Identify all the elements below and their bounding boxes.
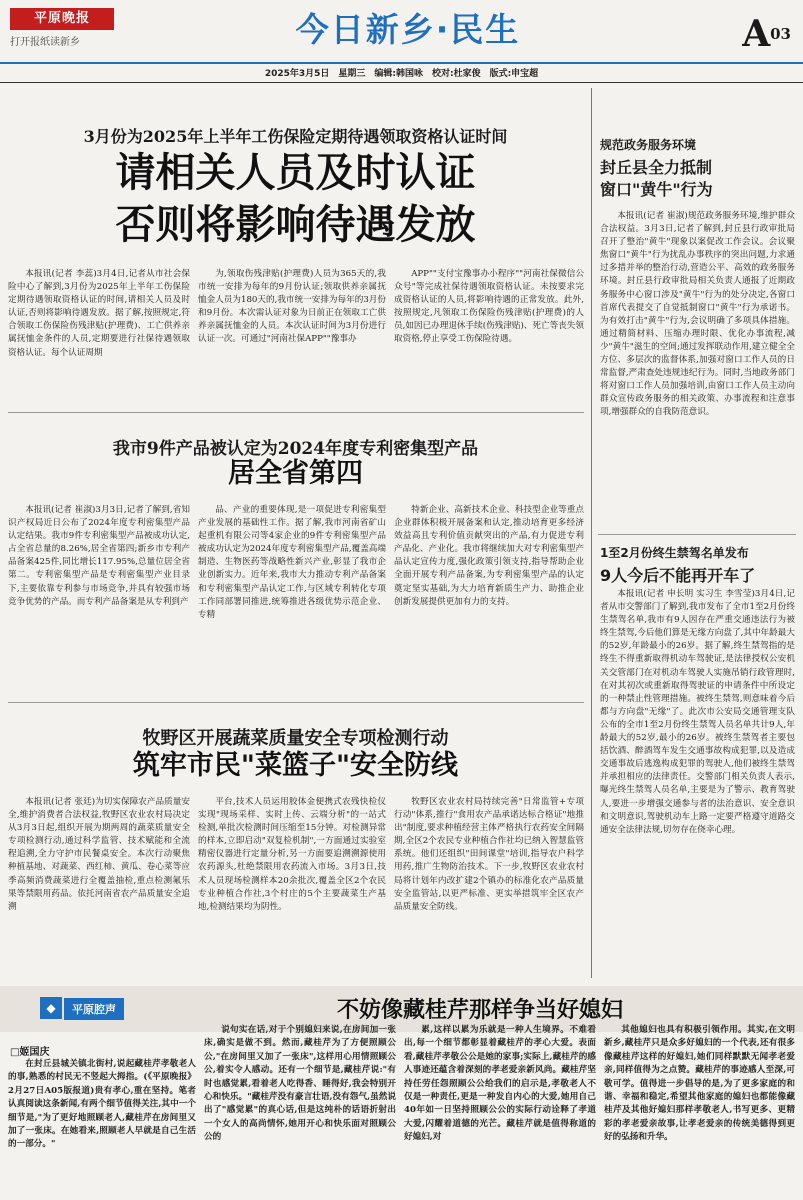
story2-col2: 品、产业的重要体现,是一项促进专利密集型产业发展的基础性工作。据了解,我市河南省矿山起重机有限公司等4家企业的9件专利密集型产品被成功认定为2024年度专利密集型产品,覆盖高端制造、生物医药等战略性新兴产业,彰显了我市企业创新实力。近年来,我市大力推动专利产品备案和专利密集型产品认定工作,与区域专利转化专项工作同部署同推进,统筹推进各级优势示范企业、专精 — [198, 505, 386, 620]
side1-body: 本报讯(记者 崔淑)规范政务服务环境,维护群众合法权益。3月3日,记者了解到,封丘县行政审批局召开了整治"黄牛"现象以案促改工作会议。会议聚焦窗口"黄牛"行为扰乱办事秩序的突出问题,力求通过多措并举的整治行动,营造公平、高效的政务服务环境。封丘县行政审批局相关负责人通报了近期政务服务中心窗口涉及"黄牛"行为的处分决定,各窗口首席代表提交了自觉抵制窗口"黄牛"行为承诺书。为有效打击"黄牛"行为,会议明确了多项具体措施。通过精简材料、压缩办理时限、优化办事流程,减少"黄牛"滋生的空间;通过发挥联动作用,建立健全全方位、多层次的监督体系,加强对窗口工作人员的日常监督,严肃查处违规违纪行为。同时,当地政务部门将对窗口工作人员加强培训,由窗口工作人员主动向群众宣传政务服务的相关政策、办事流程和注意事项,增强群众的自我防范意识。 — [600, 211, 795, 418]
side1-headline-1: 封丘县全力抵制 — [600, 158, 713, 177]
story3-headline: 筑牢市民"菜篮子"安全防线 — [132, 750, 459, 781]
pin-icon: ◆ — [40, 997, 62, 1019]
story3-col3: 牧野区农业农村局持续完善"日常监管+专项行动"体系,推行"食用农产品承诺达标合格证"地推出"制度,要求种植经营主体严格执行农药安全间隔期,全区2个农民专业种植合作社均已纳入智慧监管系统。他们还组织"田间课堂"培训,指导农户科学用药,推广生物防治技术。下一步,牧野区农业农村局将计划年内改扩建2个镇办的标准化农产品质量安全监管站,以更严标准、更实举措筑牢全区农产品质量安全防线。 — [394, 797, 584, 912]
paper-slogan: 打开报纸读新乡 — [10, 37, 80, 48]
story-divider-2 — [8, 702, 584, 703]
opinion-col3: 累,这样以累为乐就是一种人生境界。不难看出,每一个细节都彰显着藏桂芹的孝心大爱。表面看,藏桂芹孝敬公公是她的家事;实际上,藏桂芹的感人事迹还蕴含着深刻的孝老爱亲新风尚。藏桂芹坚持任劳任怨照顾公公给我们的启示是,孝敬老人不仅是一种责任,更是一种发自内心的大爱,她用自己40年如一日坚持照顾公公的实际行动诠释了孝道大爱,闪耀着道德的光芒。藏桂芹就是值得称道的好媳妇,对 — [404, 1025, 596, 1143]
masthead — [0, 0, 803, 62]
story2-col1: 本报讯(记者 崔淑)3月3日,记者了解到,省知识产权局近日公布了2024年度专利密集型产品认定结果。我市9件专利密集型产品被成功认定,占全省总量的8.26%,居全省第四;新乡市专利产品备案425件,同比增长117.95%,总量位居全省第二。专利密集型产品是专利密集型产业目录下,主要依靠专利参与市场竞争,并具有较强市场竞争优势的产品。而专利产品备案是从专利到产 — [8, 505, 190, 607]
page-letter: A — [742, 13, 771, 55]
story2-headline: 居全省第四 — [228, 458, 363, 489]
paper-logo: 平原晚报 — [10, 8, 114, 30]
side1-kicker: 规范政务服务环境 — [600, 138, 697, 152]
side2-kicker: 1至2月份终生禁驾名单发布 — [600, 546, 749, 560]
story-divider-1 — [8, 412, 584, 413]
side2-body: 本报讯(记者 申长明 实习生 李雪莹)3月4日,记者从市交警部门了解到,我市发布了全市1至2月份终生禁驾名单,我市有9人因存在严重交通违法行为被终生禁驾,今后他们算是无缘方向盘了,其中年龄最大的52岁,年龄最小的26岁。据了解,终生禁驾指的是终生不得重新取得机动车驾驶证,是法律授权公安机关交管部门在对机动车驾驶人实施吊销行政管理时,在对其初次或重新取得驾驶证的申请条件中所设定的一种禁止性管理措施。被终生禁驾,则意味着今后都与方向盘"无缘"了。此次市公安局交通管理支队公布的全市1至2月份终生禁驾人员名单共计9人,年龄最大的52岁,最小的26岁。被终生禁驾者主要包括饮酒、醉酒驾车发生交通事故构成犯罪,以及造成交通事故后逃逸构成犯罪的驾驶人,他们被终生禁驾并承担相应的法律责任。交警部门相关负责人表示,曝光终生禁驾人员名单,主要是为了警示、教育驾驶人,要进一步增强交通参与者的法治意识、安全意识和文明意识,驾驶机动车上路一定要严格遵守道路交通安全法律法规,切勿存在侥幸心理。 — [600, 589, 795, 835]
story1-kicker: 3月份为2025年上半年工伤保险定期待遇领取资格认证时间 — [83, 127, 508, 146]
opinion-badge: 平原腔声 — [64, 998, 124, 1020]
story2-kicker: 我市9件产品被认定为2024年度专利密集型产品 — [112, 439, 479, 459]
side1-block — [600, 136, 795, 201]
opinion-headline: 不妨像藏桂芹那样争当好媳妇 — [336, 998, 623, 1023]
dateline: 2025年3月5日 星期三 编辑:韩国咏 校对:杜家俊 版式:申宝超 — [264, 69, 539, 79]
opinion-col4: 其他媳妇也具有积极引领作用。其实,在文明新乡,藏桂芹只是众多好媳妇的一个代表,还有很多像藏桂芹这样的好媳妇,她们同样默默无闻孝老爱亲,同样值得为之点赞。藏桂芹的事迹感人至深,可敬可学。值得进一步倡导的是,为了更多家庭的和谐、幸福和稳定,希望其他家庭的媳妇也都能像藏桂芹及其他好媳妇那样孝敬老人,书写更多、更精彩的孝老爱亲故事,让孝老爱亲的传统美德得到更好的弘扬和升华。 — [604, 1025, 795, 1143]
story1-headline-2: 否则将影响待遇发放 — [115, 202, 476, 248]
masthead-rule — [0, 62, 803, 64]
story3-col1: 本报讯(记者 张廷)为切实保障农产品质量安全,维护消费者合法权益,牧野区农业农村局决定从3月3日起,组织开展为期两周的蔬菜质量安全专项检测行动,通过科学监管、技术赋能和全流程追溯,全力守护市民餐桌安全。本次行动聚焦种植基地、对蔬菜、西红柿、黄瓜、卷心菜等应季高频消费蔬菜进行全覆盖抽检,重点检测氟乐果等禁限用药品。依托河南省农产品质量安全追溯 — [8, 797, 190, 912]
story3-kicker: 牧野区开展蔬菜质量安全专项检测行动 — [142, 728, 449, 749]
dateline-rule — [0, 82, 803, 83]
page-digits: 03 — [770, 25, 791, 43]
side2-block — [600, 544, 795, 587]
opinion-author: □姬国庆 — [10, 1047, 50, 1058]
story3-col2: 平台,技术人员运用胶体金便携式农残快检仪实现"现场采样、实时上传、云端分析"的一站式检测,单批次检测时间压缩至15分钟。对检测异常的样本,立即启动"双复检机制",一方面通过实验室精密仪器进行定量分析,另一方面要追溯溯源使用农药源头,杜绝禁限用农药流入市场。3月3日,技术人员现场检测样本20余批次,覆盖全区2个农民专业种植合作社,3个村庄的5个主要蔬菜生产基地,检测结果均为阴性。 — [198, 797, 386, 912]
story1-col2: 为,领取伤残津贴(护理费)人员为365天的,我市统一安排为每年的9月份认证;领取供养亲属抚恤金人员为180天的,我市统一安排为每年的3月份和9月份。本次需认证对象为日前正在领取工亡供养亲属抚恤金的人员。本次认证时间为3月份进行认证一次。可通过"河南社保APP""豫事办 — [198, 269, 386, 345]
side1-headline-2: 窗口"黄牛"行为 — [600, 180, 713, 199]
section-title: 今日新乡·民生 — [295, 10, 521, 49]
opinion-col2: 说句实在话,对于个别媳妇来说,在房间加一张床,确实是做不到。然而,藏桂芹为了方便照顾公公,"在房间里又加了一张床",这样用心用情照顾公公,着实令人感动。还有一个细节是,藏桂芹说:"有时也感觉累,看着老人吃得香、睡得好,我会特别开心和快乐。"藏桂芹没有豪言壮语,没有怨气,虽然说出了"感觉累"的真心话,但是这纯朴的话语折射出一个女人的高尚情怀,她用开心和快乐面对照顾公公的 — [204, 1025, 396, 1143]
column-divider — [591, 88, 592, 978]
story1-col3: APP""支付宝豫事办小程序""河南社保微信公众号"等完成社保待遇领取资格认证。未按要求完成资格认证的人员,将影响待遇的正常发放。此外,按照规定,凡领取工伤保险伤残津贴(护理费)的人员,如因已办理退休手续(伤残津贴)、死亡等丧失领取资格,停止享受工伤保险待遇。 — [394, 269, 584, 345]
side-divider — [598, 534, 796, 535]
story1-col1: 本报讯(记者 李蕊)3月4日,记者从市社会保险中心了解到,3月份为2025年上半年工伤保险定期待遇领取资格认证的时间,请相关人员及时认证,否则将影响待遇发放。据了解,按照规定,符合领取工伤保险伤残津贴(护理费)、工亡供养亲属抚恤金条件的人员,定期要进行社保待遇领取资格认证。每个认证周期 — [8, 269, 190, 358]
side2-headline: 9人今后不能再开车了 — [600, 566, 756, 585]
story2-col3: 特新企业、高新技术企业、科技型企业等重点企业群体积极开展备案和认定,推动培育更多经济效益高且专利价值贡献突出的产品,有力促进专利产品化、产业化。我市将继续加大对专利密集型产品认定宣传力度,强化政策引领支持,指导帮助企业全面开展专利产品备案,为专利密集型产品的认定奠定坚实基础,为大力培育新质生产力、助推企业创新发展提供更加有力的支持。 — [394, 505, 584, 607]
opinion-col1: 在封丘县城关镇北街村,说起藏桂芹孝敬老人的事,熟悉的村民无不竖起大拇指。(《平原晚报》2月27日A05版报道)贵有孝心,重在坚持。笔者认真阅读这条新闻,有两个细节值得关注,其中一个细节是,"为了更好地照顾老人,藏桂芹在房间里又加了一张床。在她看来,照顾老人早就是自己生活的一部分。" — [8, 1059, 196, 1150]
story1-headline-1: 请相关人员及时认证 — [115, 150, 476, 196]
page-number — [742, 10, 791, 55]
